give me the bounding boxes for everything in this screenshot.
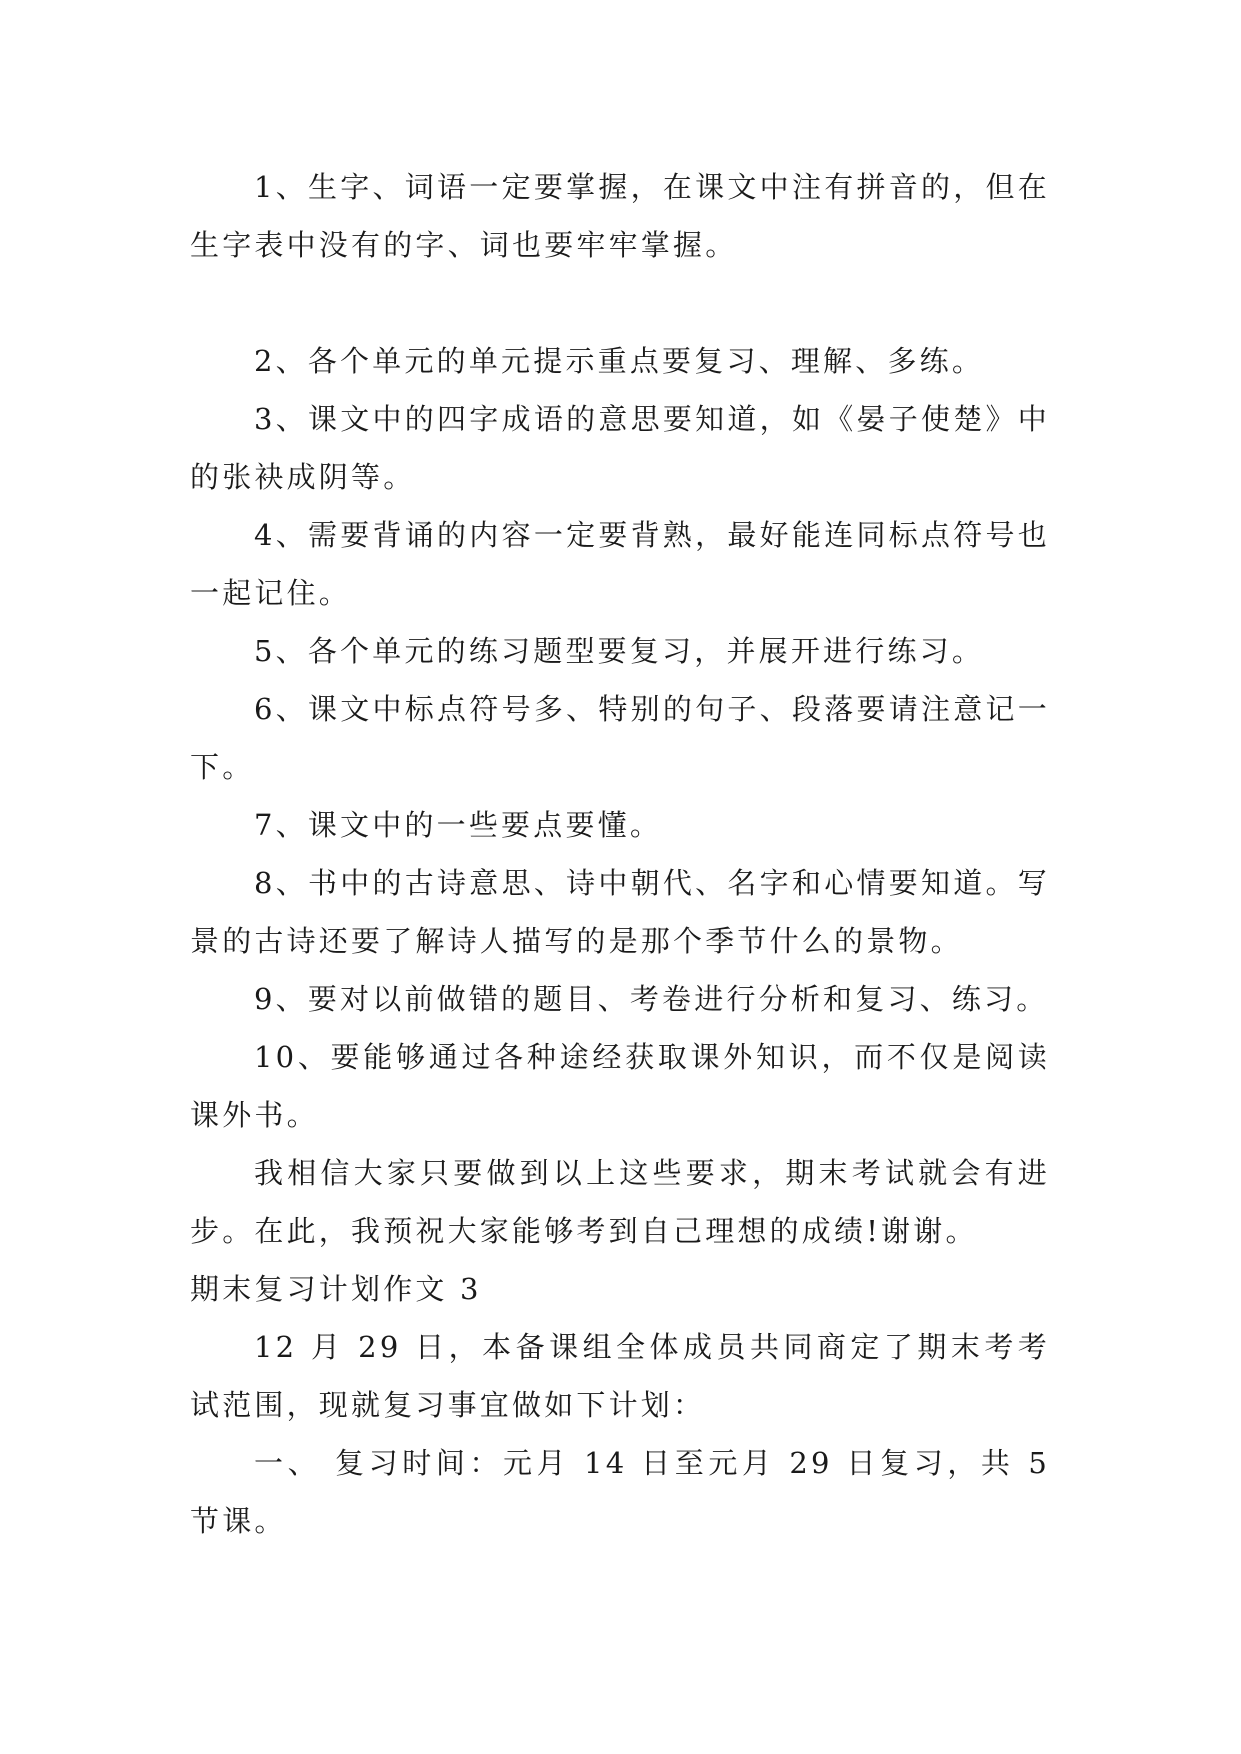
paragraph-item-5: 5、各个单元的练习题型要复习，并展开进行练习。 bbox=[254, 634, 985, 668]
closing-paragraph: 我相信大家只要做到以上这些要求，期末考试就会有进步。在此，我预祝大家能够考到自己理想的成绩!谢谢。 bbox=[190, 1156, 1050, 1248]
paragraph-item-1: 1、生字、词语一定要掌握，在课文中注有拼音的，但在生字表中没有的字、词也要牢牢掌握。 bbox=[190, 170, 1050, 262]
paragraph-item-7: 7、课文中的一些要点要懂。 bbox=[254, 808, 663, 842]
section-intro-paragraph: 12 月 29 日，本备课组全体成员共同商定了期末考考试范围，现就复习事宜做如下计划： bbox=[190, 1330, 1050, 1422]
document-body bbox=[190, 158, 1050, 1550]
paragraph-item-10: 10、要能够通过各种途经获取课外知识，而不仅是阅读课外书。 bbox=[190, 1040, 1050, 1132]
paragraph-item-4: 4、需要背诵的内容一定要背熟，最好能连同标点符号也一起记住。 bbox=[190, 518, 1050, 610]
paragraph-item-8: 8、书中的古诗意思、诗中朝代、名字和心情要知道。写景的古诗还要了解诗人描写的是那个季节什么的景物。 bbox=[190, 866, 1050, 958]
paragraph-item-9: 9、要对以前做错的题目、考卷进行分析和复习、练习。 bbox=[254, 982, 1049, 1016]
paragraph-item-3: 3、课文中的四字成语的意思要知道，如《晏子使楚》中的张袂成阴等。 bbox=[190, 402, 1050, 494]
section-heading: 期末复习计划作文 3 bbox=[190, 1272, 482, 1306]
paragraph-item-2: 2、各个单元的单元提示重点要复习、理解、多练。 bbox=[254, 344, 985, 378]
paragraph-item-6: 6、课文中标点符号多、特别的句子、段落要请注意记一下。 bbox=[190, 692, 1050, 784]
review-time-paragraph: 一、 复习时间：元月 14 日至元月 29 日复习，共 5 节课。 bbox=[190, 1446, 1050, 1538]
